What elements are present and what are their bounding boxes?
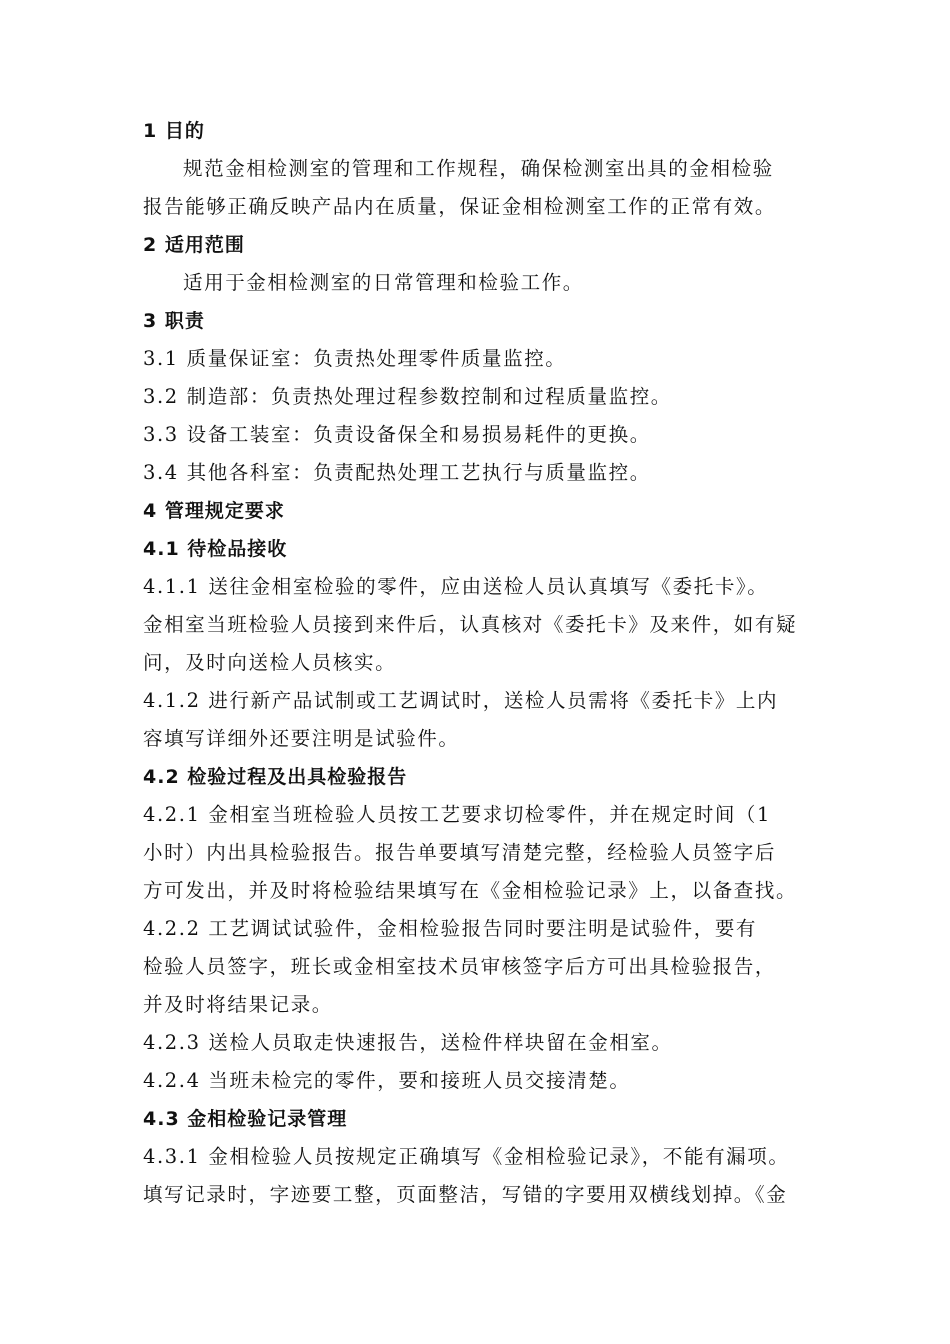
paragraph-line: 4.2.4 当班未检完的零件，要和接班人员交接清楚。 [143,1069,631,1092]
paragraph-line: 4.2.1 金相室当班检验人员按工艺要求切检零件，并在规定时间（1 [143,803,772,826]
paragraph-line: 填写记录时，字迹要工整，页面整洁，写错的字要用双横线划掉。《金 [143,1183,788,1206]
paragraph-line: 小时）内出具检验报告。报告单要填写清楚完整，经检验人员签字后 [143,841,777,864]
paragraph-line: 规范金相检测室的管理和工作规程，确保检测室出具的金相检验 [183,157,774,180]
paragraph-line: 3.1 质量保证室：负责热处理零件质量监控。 [143,347,567,370]
paragraph-line: 4.1.2 进行新产品试制或工艺调试时，送检人员需将《委托卡》上内 [143,689,779,712]
document-page [143,112,823,1214]
subsection-heading-4-3: 4.3 金相检验记录管理 [143,1108,348,1130]
paragraph-line: 4.2.2 工艺调试试验件，金相检验报告同时要注明是试验件，要有 [143,917,758,940]
paragraph-line: 容填写详细外还要注明是试验件。 [143,727,460,750]
section-heading-4: 4 管理规定要求 [143,500,285,522]
paragraph-line: 金相室当班检验人员接到来件后，认真核对《委托卡》及来件，如有疑 [143,613,798,636]
paragraph-line: 4.1.1 送往金相室检验的零件，应由送检人员认真填写《委托卡》。 [143,575,769,598]
paragraph-line: 3.2 制造部：负责热处理过程参数控制和过程质量监控。 [143,385,672,408]
subsection-heading-4-1: 4.1 待检品接收 [143,538,288,560]
paragraph-line: 并及时将结果记录。 [143,993,333,1016]
paragraph-line: 4.3.1 金相检验人员按规定正确填写《金相检验记录》，不能有漏项。 [143,1145,790,1168]
paragraph-line: 方可发出，并及时将检验结果填写在《金相检验记录》上，以备查找。 [143,879,798,902]
paragraph-line: 检验人员签字，班长或金相室技术员审核签字后方可出具检验报告， [143,955,777,978]
paragraph-line: 问，及时向送检人员核实。 [143,651,397,674]
section-heading-2: 2 适用范围 [143,234,245,256]
paragraph-line: 报告能够正确反映产品内在质量，保证金相检测室工作的正常有效。 [143,195,777,218]
paragraph-line: 3.4 其他各科室：负责配热处理工艺执行与质量监控。 [143,461,651,484]
paragraph-line: 4.2.3 送检人员取走快速报告，送检件样块留在金相室。 [143,1031,673,1054]
paragraph-line: 3.3 设备工装室：负责设备保全和易损易耗件的更换。 [143,423,651,446]
subsection-heading-4-2: 4.2 检验过程及出具检验报告 [143,766,408,788]
section-heading-1: 1 目的 [143,120,205,142]
paragraph-line: 适用于金相检测室的日常管理和检验工作。 [183,271,584,294]
section-heading-3: 3 职责 [143,310,205,332]
